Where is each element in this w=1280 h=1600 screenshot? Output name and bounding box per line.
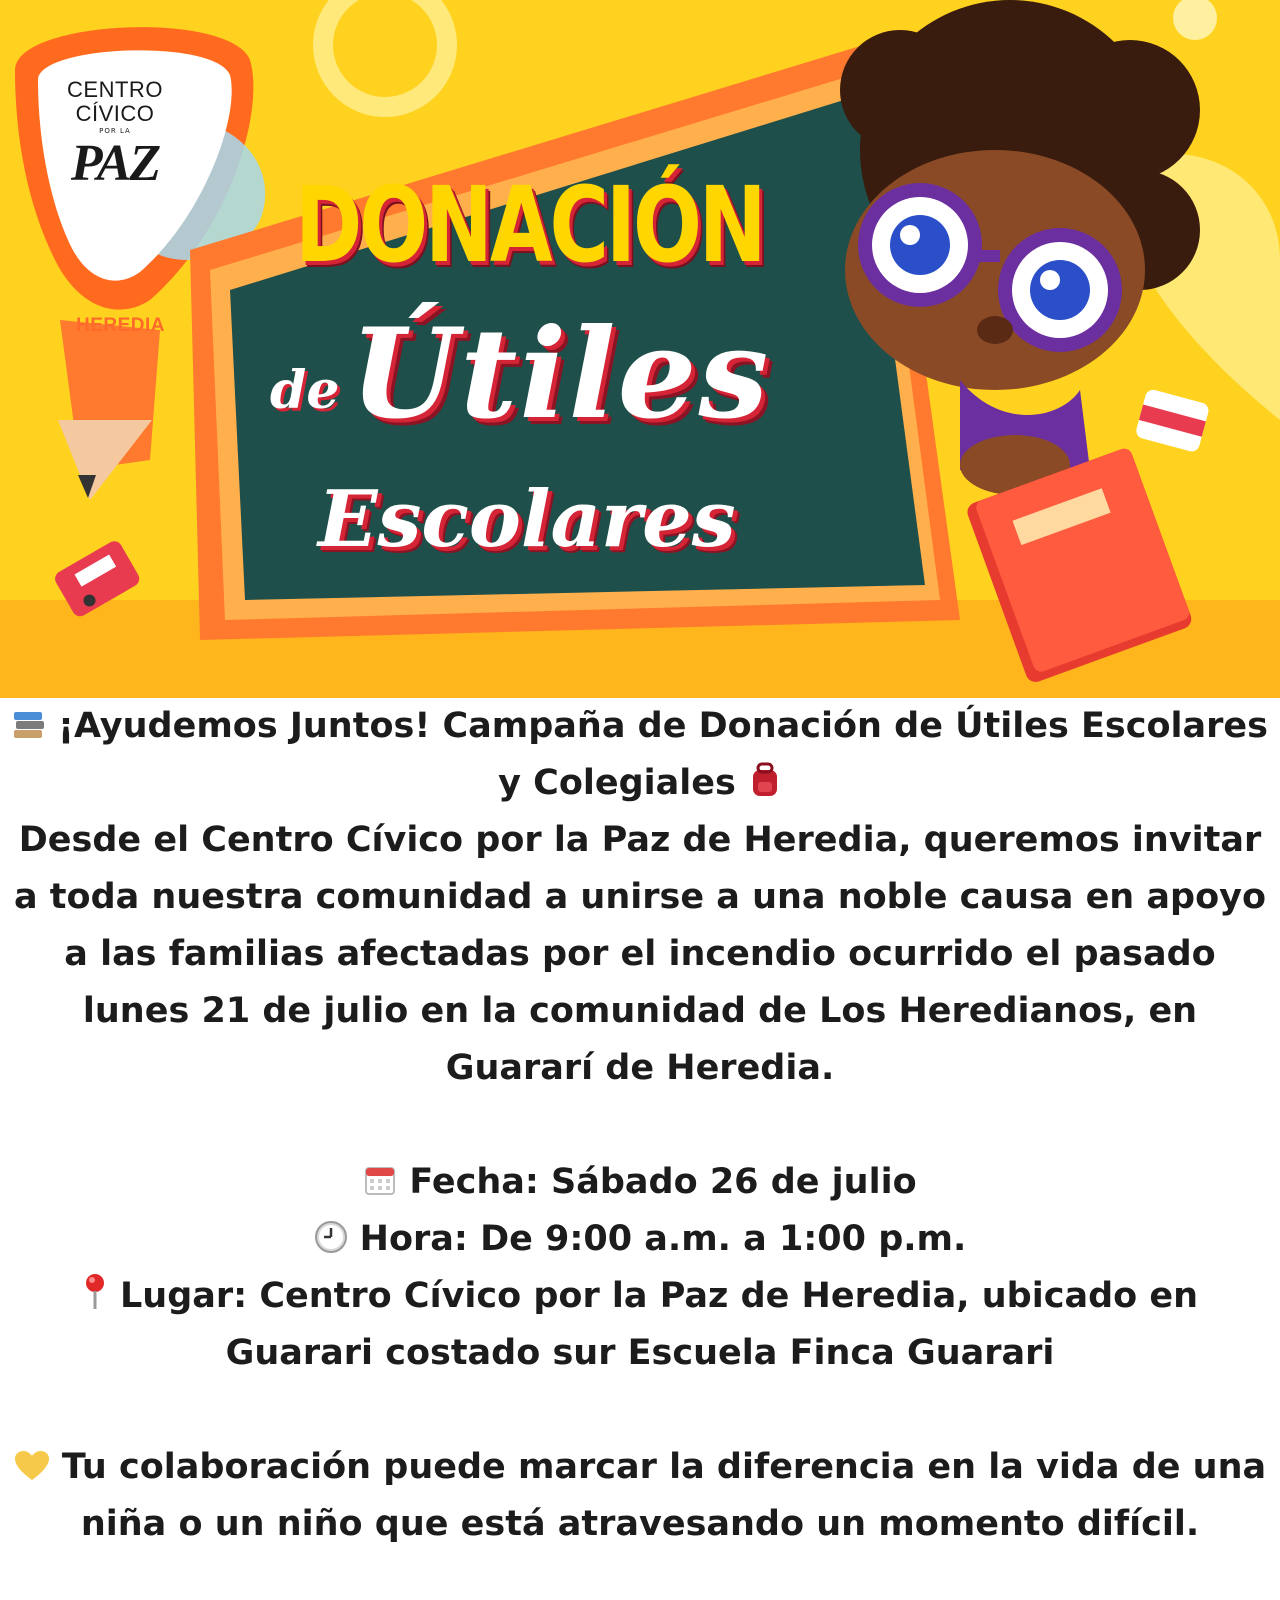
backpack-icon [748, 762, 782, 798]
hora-text: Hora: De 9:00 a.m. a 1:00 p.m. [359, 1219, 967, 1259]
banner-title-donacion: DONACIÓN [295, 164, 764, 286]
spacer [0, 1097, 1280, 1154]
logo-line-1: CENTRO [67, 77, 163, 102]
logo-line-4: PAZ [70, 135, 160, 192]
calendar-icon [363, 1163, 397, 1197]
centro-civico-logo [30, 30, 200, 336]
banner-title-utiles: Útiles [350, 302, 771, 447]
lugar-line [0, 1268, 1280, 1382]
yellow-heart-icon [14, 1450, 50, 1482]
logo-line-3: POR LA [99, 127, 131, 135]
logo-line-5: HEREDIA [76, 315, 166, 336]
fecha-text: Fecha: Sábado 26 de julio [409, 1162, 917, 1202]
closing-paragraph [0, 1439, 1280, 1553]
banner-title-de: de [270, 360, 340, 421]
books-icon [12, 709, 46, 741]
spacer [0, 1382, 1280, 1439]
banner-title-escolares: Escolares [318, 474, 736, 565]
closing-text: Tu colaboración puede marcar la diferencia en la vida de una niña o un niño que está atravesando un momento difícil. [61, 1447, 1267, 1544]
headline-paragraph [0, 698, 1280, 812]
logo-line-2: CÍVICO [75, 101, 155, 126]
post-body [0, 698, 1280, 1553]
headline-text: ¡Ayudemos Juntos! Campaña de Donación de Útiles Escolares y Colegiales [58, 706, 1268, 803]
clock-icon [314, 1220, 348, 1254]
campaign-banner [0, 0, 1280, 698]
fecha-line [0, 1154, 1280, 1211]
intro-paragraph: Desde el Centro Cívico por la Paz de Heredia, queremos invitar a toda nuestra comunidad a unirse a una noble causa en apoyo a las familias afectadas por el incendio ocurrido el pasado lunes 21 de julio en la comunidad de Los Heredianos, en Guararí de Heredia. [13, 820, 1266, 1088]
hora-line [0, 1211, 1280, 1268]
pin-icon [82, 1273, 108, 1311]
lugar-text: Lugar: Centro Cívico por la Paz de Heredia, ubicado en Guarari costado sur Escuela Finca Guarari [119, 1276, 1199, 1373]
